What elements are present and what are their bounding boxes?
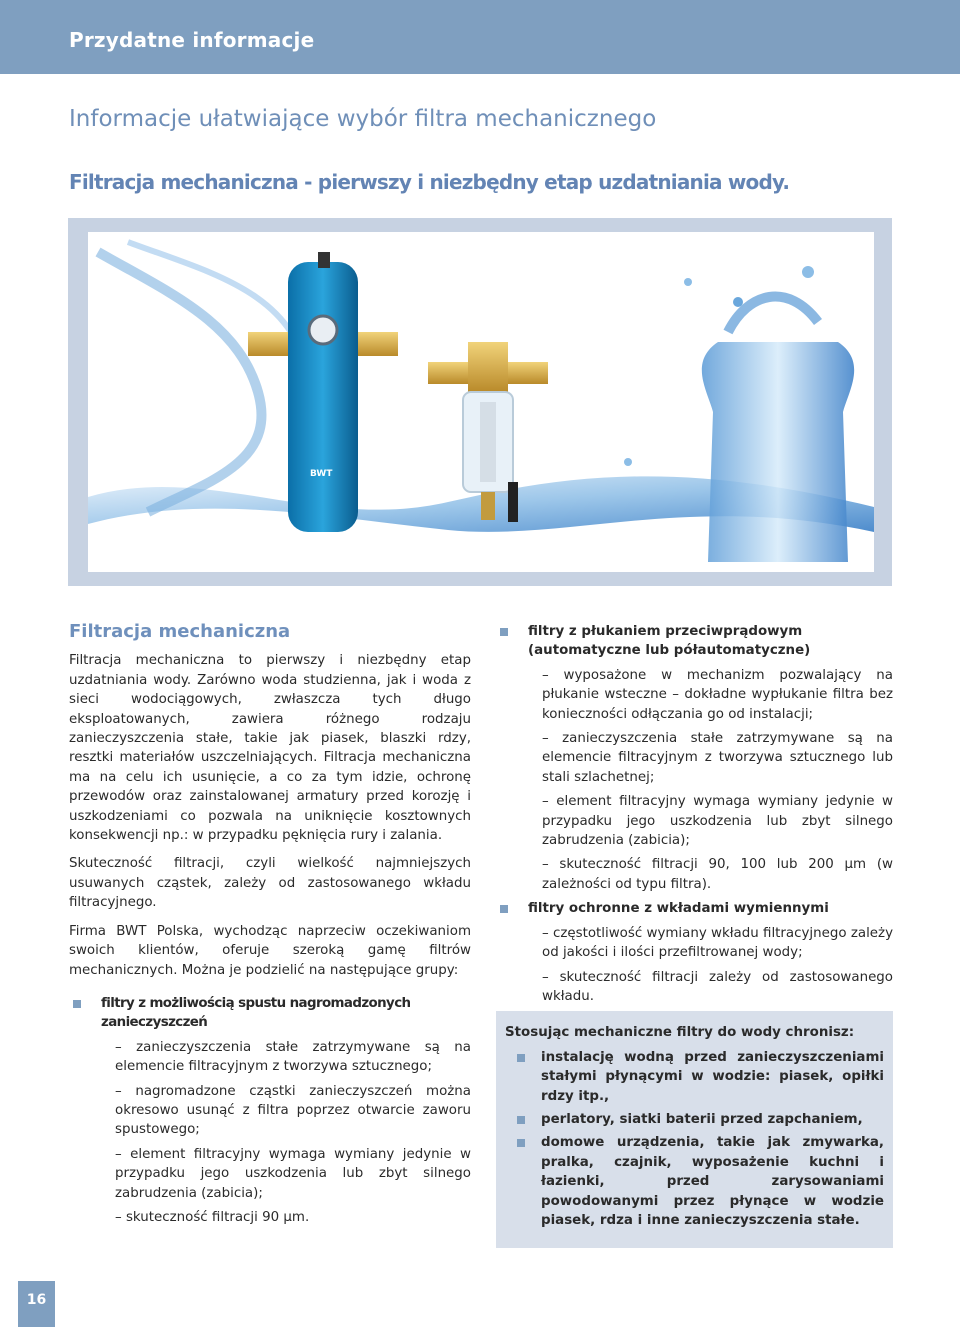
note-title: Stosując mechaniczne filtry do wody chronisz: — [505, 1025, 855, 1041]
product-image-frame — [68, 218, 892, 586]
paragraph: Skuteczność filtracji, czyli wielkość najmniejszych usuwanych cząstek, zależy od zastosowanego wkładu filtracyjnego. — [69, 856, 471, 911]
page-subtitle: Informacje ułatwiające wybór filtra mechanicznego — [69, 106, 657, 132]
note-item-text: instalację wodną przed zanieczyszczeniami stałymi płynącymi w wodzie: piasek, opiłki rdzy itp., — [541, 1049, 884, 1104]
note-item — [505, 1110, 884, 1129]
list-item: – skuteczność filtracji 90, 100 lub 200 µm (w zależności od typu filtra). — [542, 857, 893, 892]
list-item: – nagromadzone cząstki zanieczyszczeń można okresowo usunąć z filtra poprzez otwarcie zaworu spustowego; — [115, 1083, 471, 1138]
list-item: – częstotliwość wymiany wkładu filtracyjnego zależy od jakości i ilości przefiltrowanej wody; — [542, 925, 893, 961]
note-item — [505, 1048, 884, 1106]
group-title: filtry ochronne z wkładami wymiennymi — [528, 901, 829, 917]
right-column — [496, 622, 893, 1248]
list-item: – element filtracyjny wymaga wymiany jedynie w przypadku jego uszkodzenia lub zbyt silnego zabrudzenia (zabicia); — [542, 794, 893, 849]
square-bullet-icon — [73, 1000, 81, 1008]
note-item-text: domowe urządzenia, takie jak zmywarka, pralka, czajnik, wyposażenie kuchni i łazienki, przed zarysowaniami powodowanymi przez płynące w wodzie piasek, rdza i inne zanieczyszczenia stałe. — [541, 1135, 884, 1228]
note-item-text: perlatory, siatki baterii przed zapchaniem, — [541, 1111, 863, 1127]
section-title: Filtracja mechaniczna — [69, 621, 291, 642]
paragraph: Filtracja mechaniczna to pierwszy i niezbędny etap uzdatniania wody. Zarówno woda studzienna, jak i woda z sieci wodociągowych, zwłaszcza tych długo eksploatowanych, zawiera różnego rodzaju zanieczyszczenia stałe, takie jak piasek, blaszki rdzy, resztki materiałów uszczelniających. Filtracja mechaniczna ma na celu ich usunięcie, a co za tym idzie, ochronę przewodów oraz zainstalowanej armatury przed korozję i uszkodzeniami co pozwala na uniknięcie kosztownych konsekwencji np.: w przypadku pęknięcia rury i zalania. — [69, 653, 471, 844]
page-headline: Filtracja mechaniczna - pierwszy i niezbędny etap uzdatniania wody. — [69, 170, 790, 194]
square-bullet-icon — [500, 905, 508, 913]
page-header-title: Przydatne informacje — [69, 28, 315, 52]
filter-group — [496, 622, 893, 894]
square-bullet-icon — [517, 1054, 525, 1062]
list-item: – wyposażone w mechanizm pozwalający na płukanie wsteczne – dokładne wypłukanie filtra bez konieczności odłączania go od instalacji; — [542, 667, 893, 722]
square-bullet-icon — [500, 628, 508, 636]
group-title: filtry z płukaniem przeciwprądowym (automatyczne lub półautomatyczne) — [528, 624, 811, 659]
square-bullet-icon — [517, 1116, 525, 1124]
list-item: – zanieczyszczenia stałe zatrzymywane są na elemencie filtracyjnym z tworzywa sztucznego; — [115, 1039, 471, 1075]
header-bar — [0, 0, 960, 74]
list-item: – element filtracyjny wymaga wymiany jedynie w przypadku jego uszkodzenia lub zbyt silnego zabrudzenia (zabicia); — [115, 1146, 471, 1201]
product-image — [88, 232, 874, 572]
note-item — [505, 1133, 884, 1230]
page-number-tab — [18, 1281, 55, 1327]
group-title: filtry z możliwością spustu nagromadzonych zanieczyszczeń — [101, 995, 411, 1031]
page-number: 16 — [26, 1292, 47, 1308]
list-item: – skuteczność filtracji 90 µm. — [115, 1209, 310, 1225]
protection-note-box — [496, 1011, 893, 1248]
filter-group — [496, 899, 893, 1006]
left-column — [69, 622, 471, 1232]
list-item: – skuteczność filtracji zależy od zastosowanego wkładu. — [542, 969, 893, 1004]
paragraph: Firma BWT Polska, wychodząc naprzeciw oczekiwaniom swoich klientów, oferuje szeroką gamę filtrów mechanicznych. Można je podzielić na następujące grupy: — [69, 923, 471, 978]
square-bullet-icon — [517, 1139, 525, 1147]
list-item: – zanieczyszczenia stałe zatrzymywane są na elemencie filtracyjnym z tworzywa sztucznego lub stali szlachetnej; — [542, 731, 893, 785]
bwt-logo: BWT — [310, 469, 333, 479]
filter-group — [69, 994, 471, 1227]
